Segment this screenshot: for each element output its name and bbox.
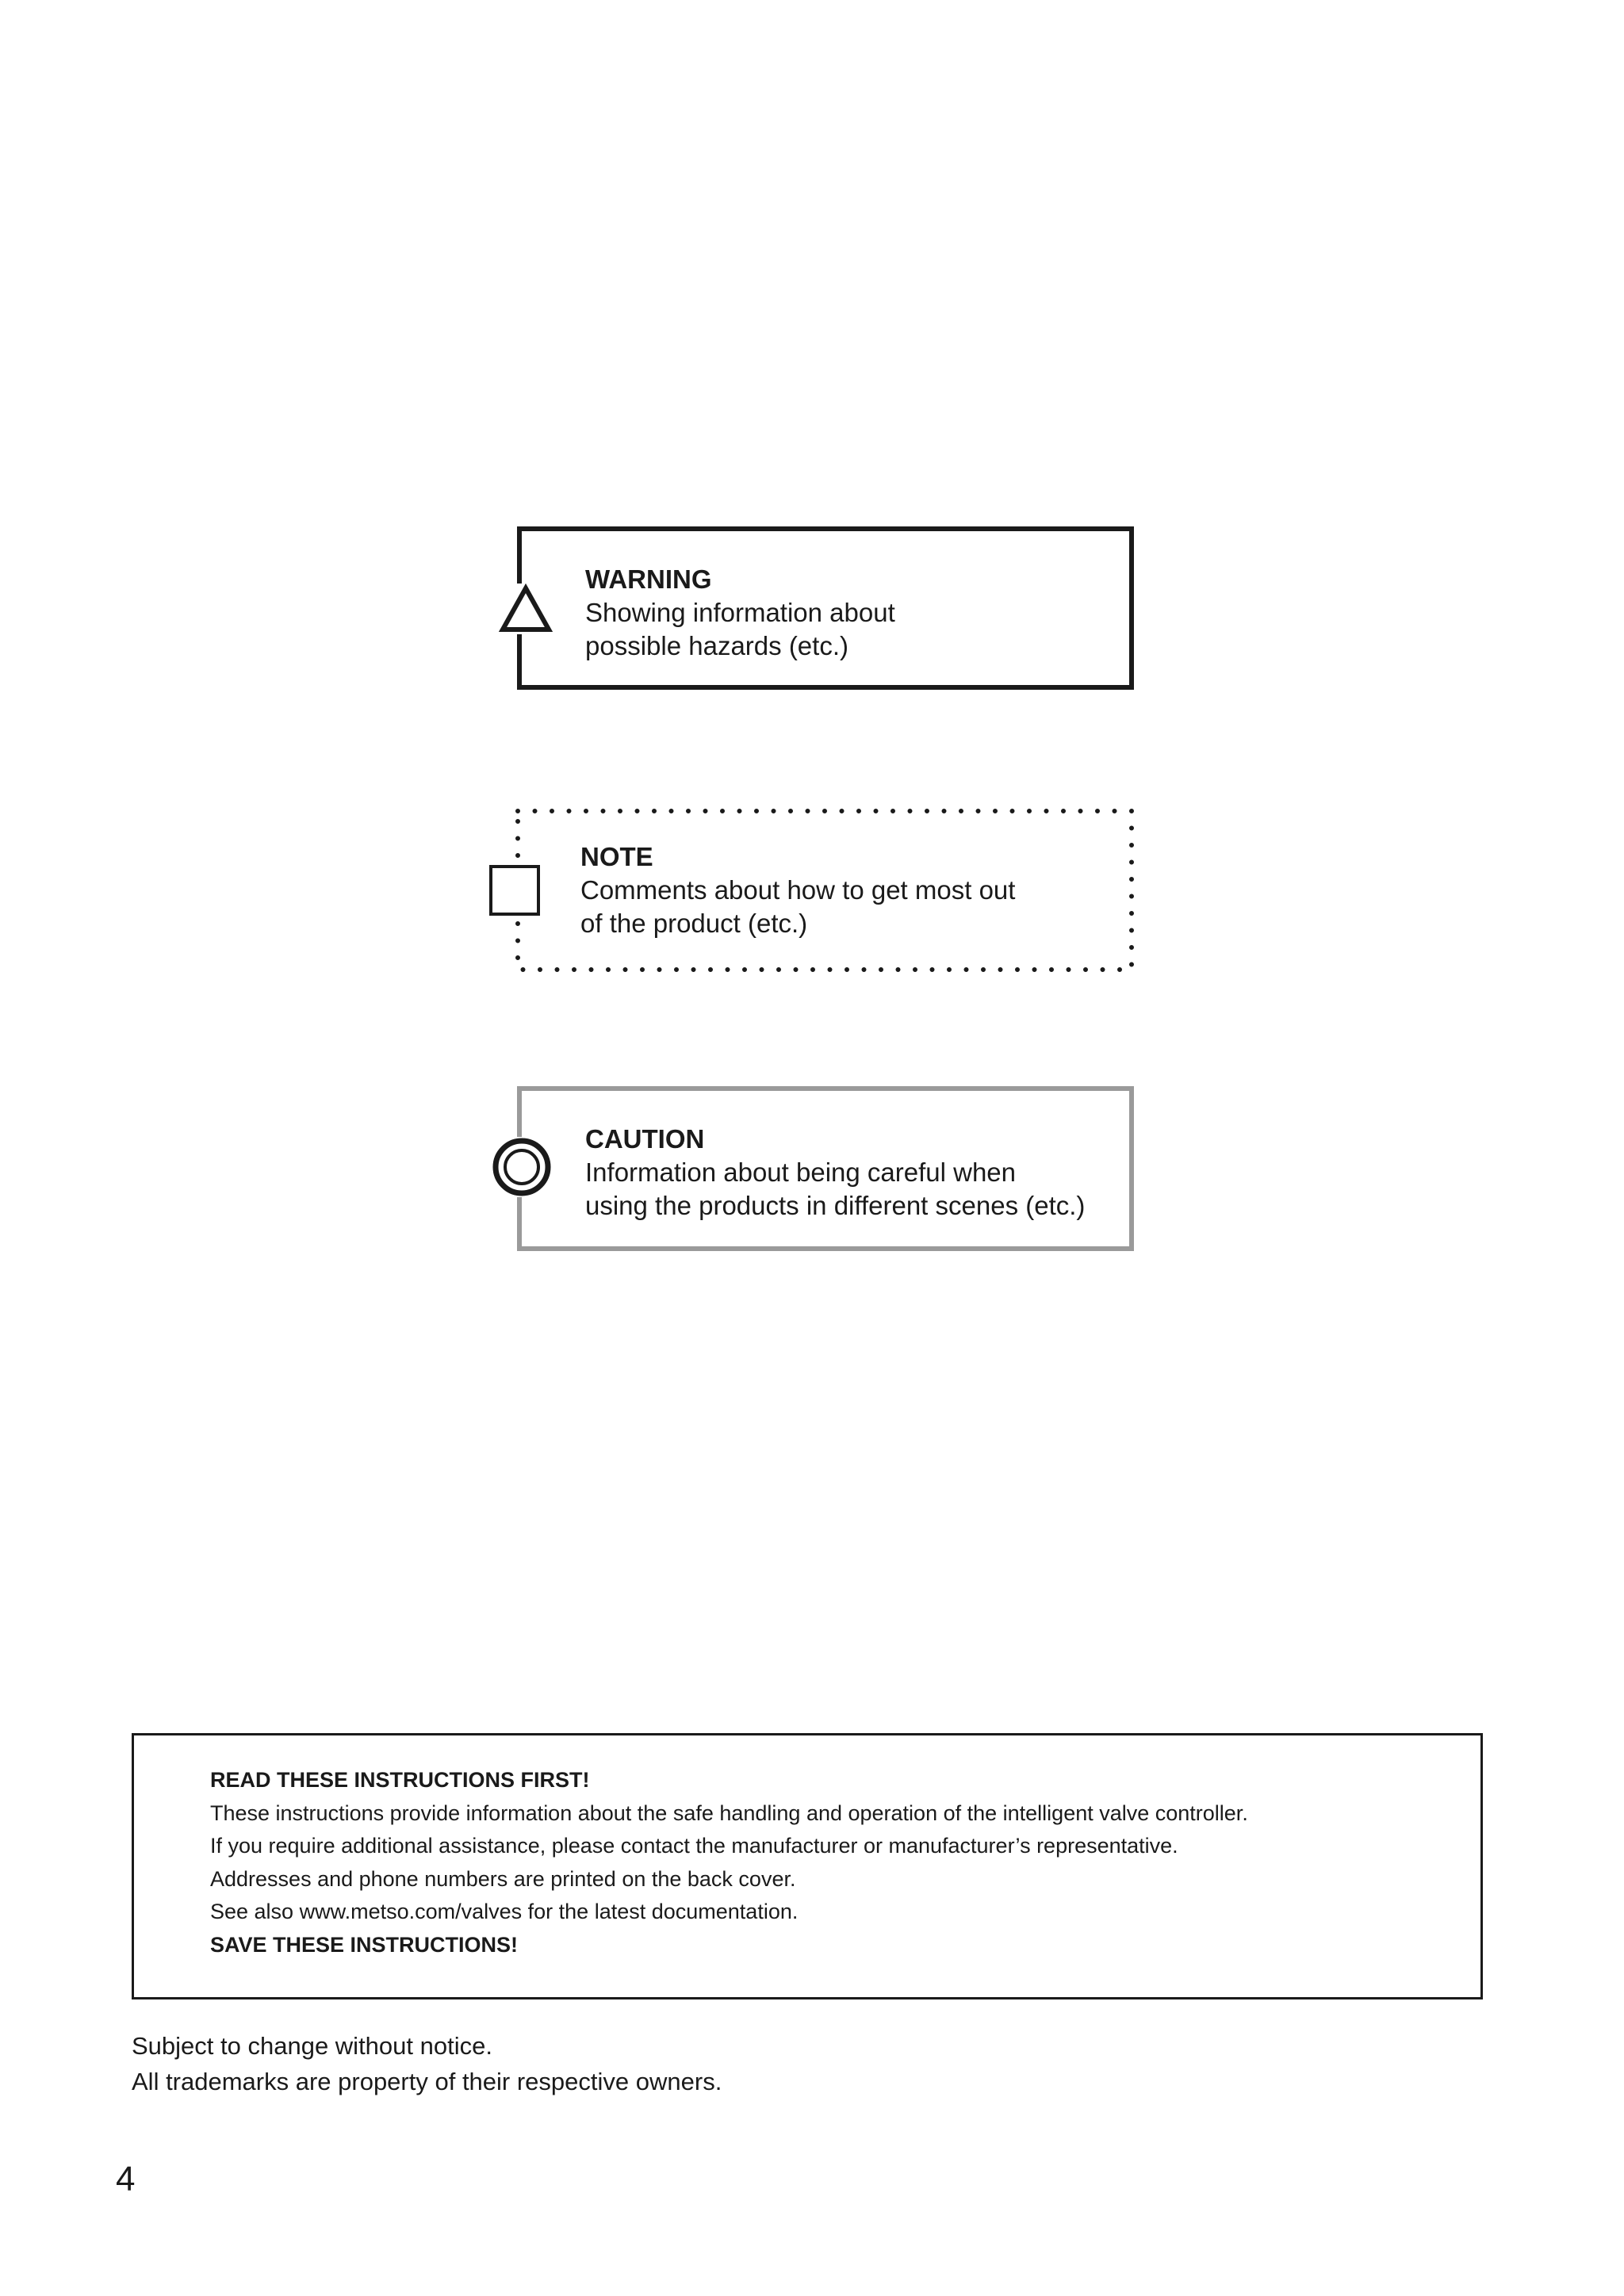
footer-notes: [132, 2028, 722, 2099]
warning-line-1: Showing information about: [585, 598, 895, 627]
instructions-box: [132, 1733, 1483, 1999]
instructions-line-2: If you require additional assistance, please contact the manufacturer or manufacturer’s representative.: [210, 1834, 1178, 1858]
note-notice-box: [515, 809, 1134, 972]
warning-triangle-icon: [498, 584, 553, 634]
instructions-line-1: These instructions provide information about the safe handling and operation of the intelligent valve controller.: [210, 1800, 1248, 1825]
caution-line-2: using the products in different scenes (etc.): [585, 1191, 1086, 1220]
caution-line-1: Information about being careful when: [585, 1158, 1017, 1187]
caution-notice-box: [517, 1086, 1134, 1251]
footer-line-1: Subject to change without notice.: [132, 2032, 492, 2060]
instructions-line-4: See also www.metso.com/valves for the latest documentation.: [210, 1900, 799, 1923]
instructions-closing: SAVE THESE INSTRUCTIONS!: [210, 1932, 519, 1957]
warning-notice-box: [517, 526, 1134, 690]
page-number: 4: [116, 2160, 136, 2198]
footer-line-2: All trademarks are property of their respective owners.: [132, 2068, 722, 2095]
note-title: NOTE: [580, 842, 653, 871]
instructions-line-3: Addresses and phone numbers are printed on the back cover.: [210, 1866, 796, 1891]
note-square-icon: [488, 864, 541, 916]
note-line-2: of the product (etc.): [580, 909, 808, 938]
warning-title: WARNING: [585, 564, 712, 594]
caution-circle-icon: [492, 1137, 552, 1197]
warning-line-2: possible hazards (etc.): [585, 631, 848, 660]
note-line-1: Comments about how to get most out: [580, 875, 1016, 905]
caution-title: CAUTION: [585, 1124, 705, 1154]
instructions-heading: READ THESE INSTRUCTIONS FIRST!: [210, 1768, 590, 1792]
